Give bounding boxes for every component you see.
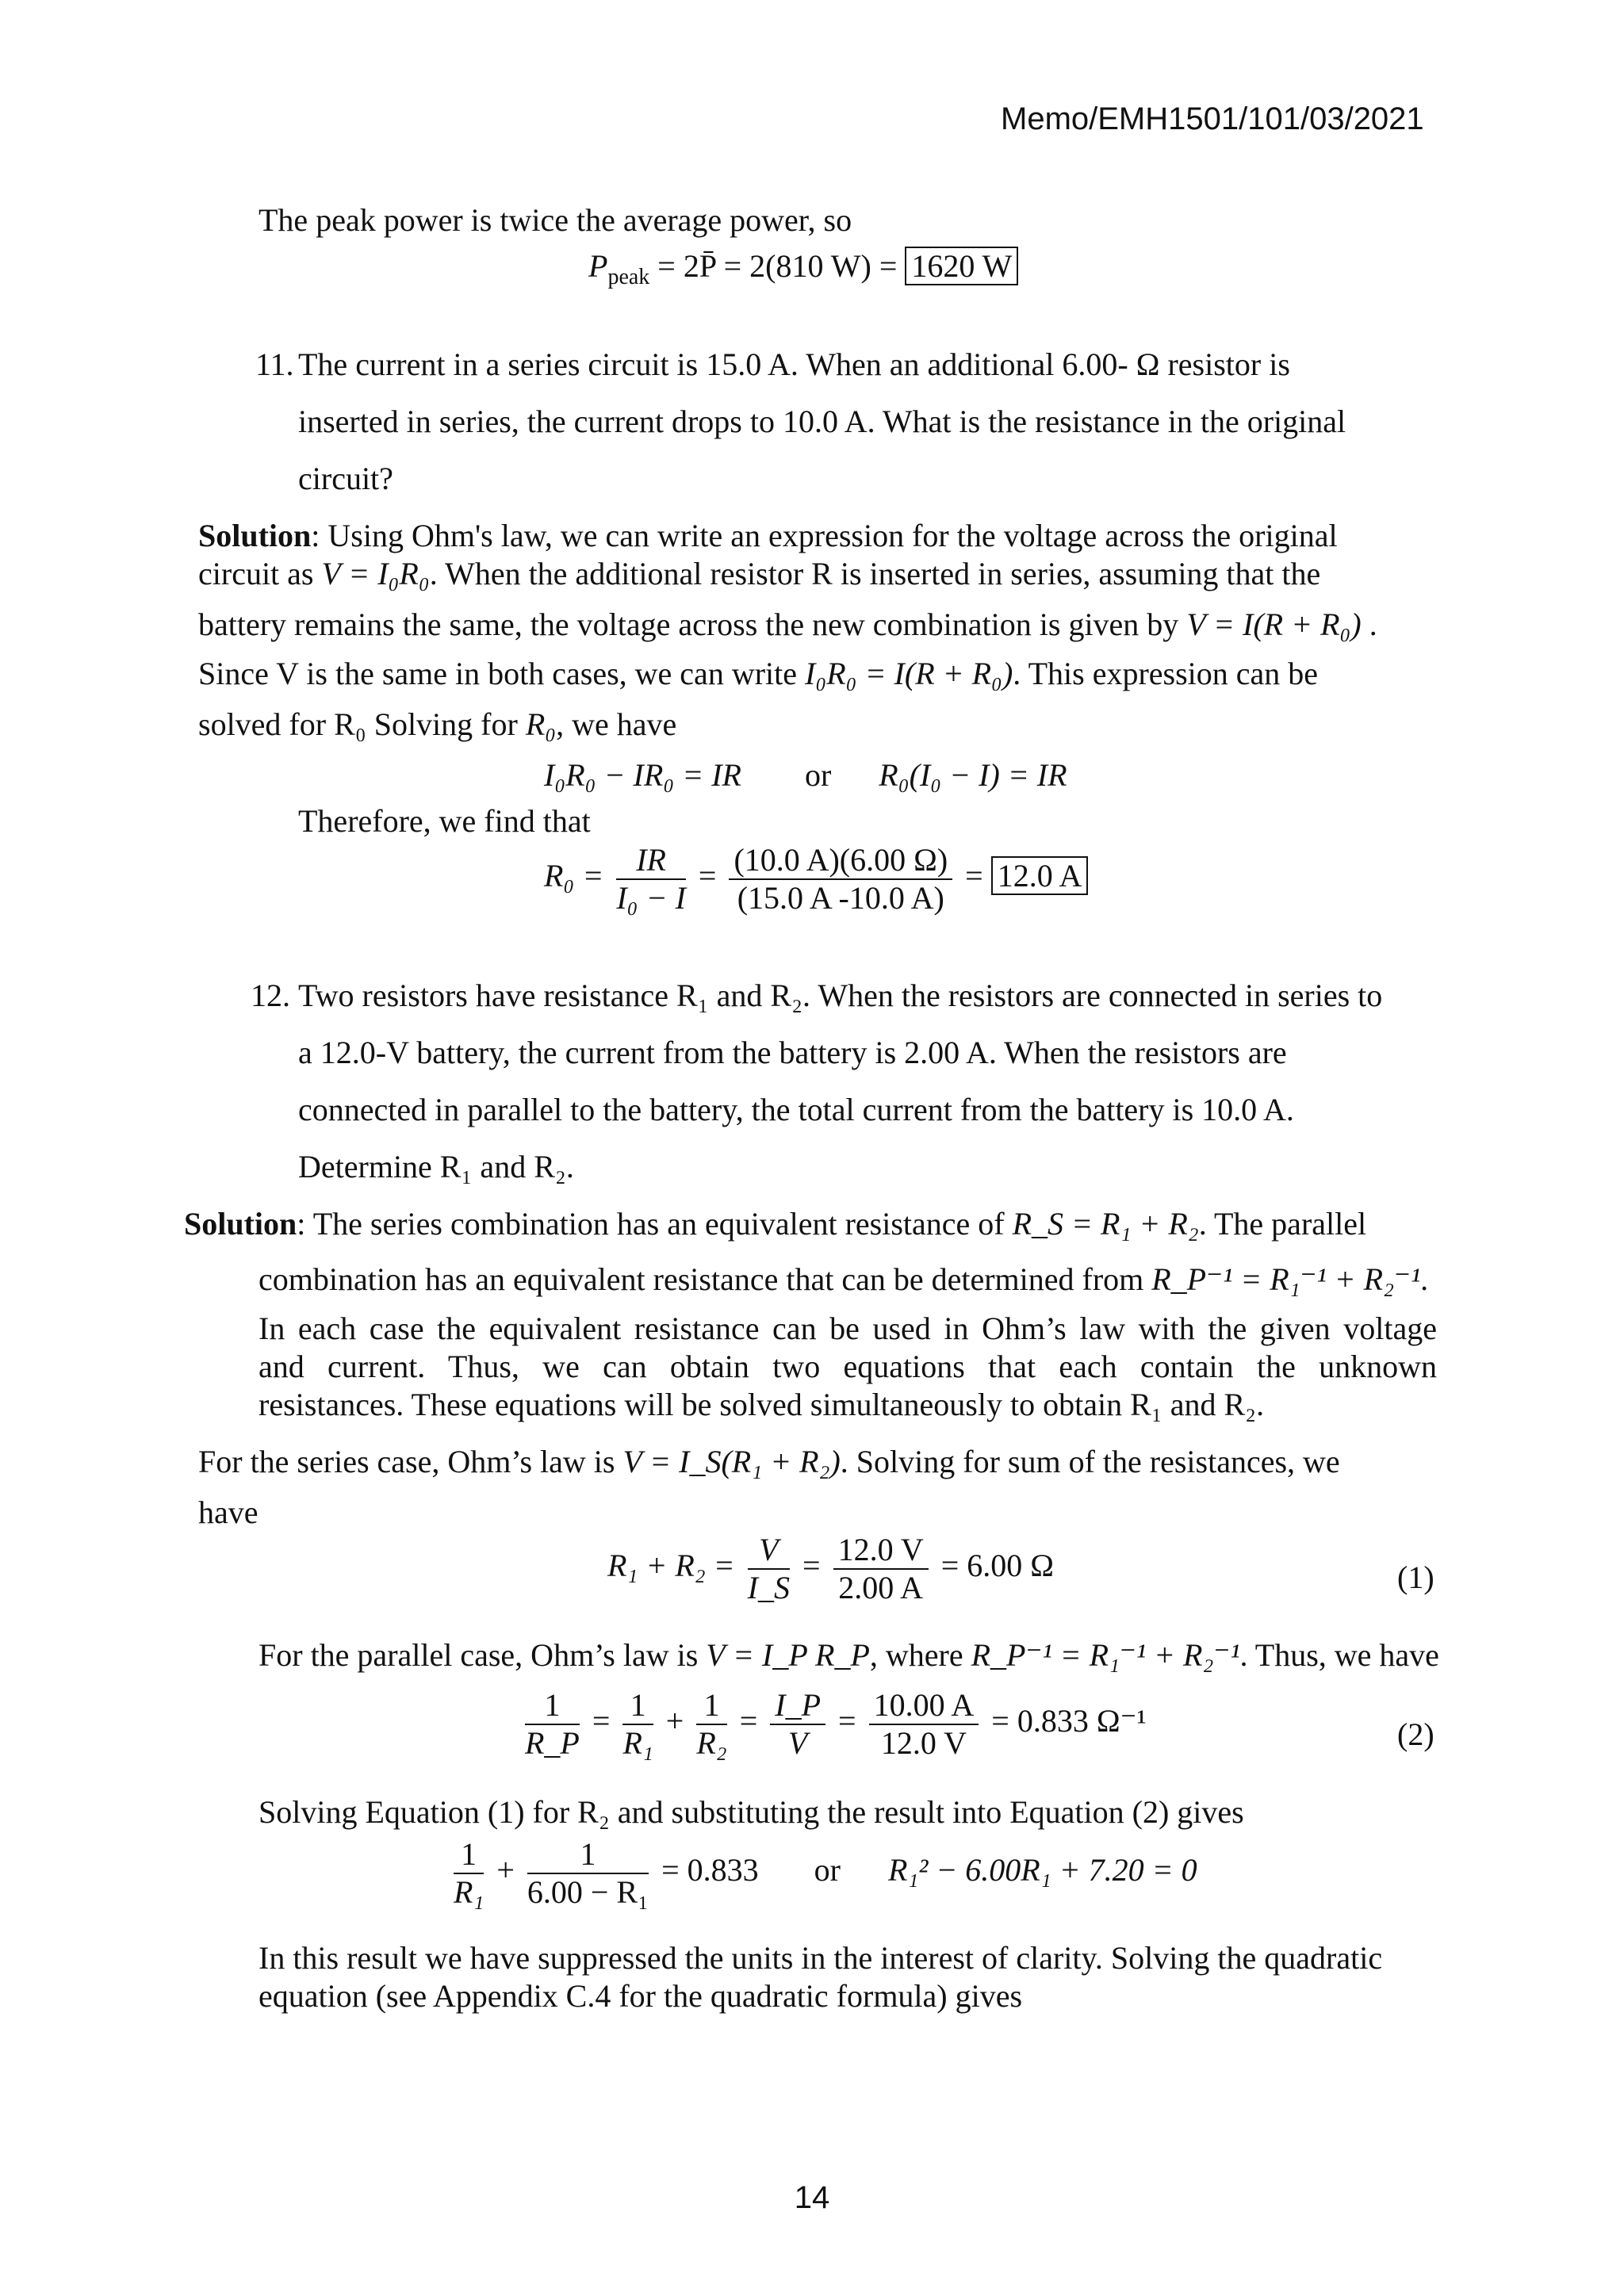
q11-eq-v-irr0: V = I(R + R₀) — [1186, 607, 1362, 642]
q12-series-line — [198, 1443, 1340, 1481]
solution-label: Solution — [198, 518, 312, 553]
memo-code: Memo/EMH1501/101/03/2021 — [1001, 101, 1424, 136]
q11-eq-i0r0: I₀R₀ = I(R + R₀) — [805, 656, 1013, 691]
q12-eq3-or: or — [814, 1852, 841, 1888]
q11-line1: The current in a series circuit is 15.0 A. When an additional 6.00- Ω resistor is — [298, 346, 1290, 382]
q11-eq1-left: I₀R₀ − IR₀ = IR — [544, 757, 741, 793]
q11-sol5a: solved for R₀ Solving for — [198, 706, 518, 742]
q12-frac-v-is — [748, 1532, 790, 1606]
q11-equation2: R₀ = $\frac{IR}{\text{I₀ − I}}$ = $\frac{(10.0 A)(6.00 \Omega)}{(15.0 A -10.0 A)}$ = 12.0 A — [544, 842, 1088, 916]
equation-tag-1: (1) — [1397, 1559, 1434, 1595]
q12-quadratic: R₁² − 6.00R₁ + 7.20 = 0 — [887, 1852, 1197, 1888]
q11-eq2-lhs: R₀ = — [544, 858, 604, 894]
q12-eq-rp-inverse: R_P⁻¹ = R₁⁻¹ + R₂⁻¹ — [971, 1637, 1240, 1673]
q12-solution-line1 — [184, 1205, 1366, 1243]
q11-eq1-or: or — [804, 757, 832, 793]
q12-eq-parallel: V = I_P R_P — [706, 1637, 870, 1673]
peak-power-equation — [588, 247, 1018, 289]
q12-final-line1: In this result we have suppressed the units in the interest of clarity. Solving the quadratic — [259, 1940, 1383, 1976]
q12-sol2a: combination has an equivalent resistance that can be determined from — [259, 1261, 1144, 1297]
q11-answer-box: 12.0 A — [991, 856, 1089, 895]
q12-equation1: R₁ + R₂ = $\frac{V}{I\_S}$ = $\frac{12.0 V}{2.00 A}$ = 6.00 Ω — [607, 1532, 1055, 1605]
frac-1-rp-num: 1 — [525, 1687, 580, 1725]
frac-10a-num: 10.00 A — [869, 1687, 979, 1725]
q12-frac-values — [833, 1532, 929, 1606]
frac-10a-12v — [869, 1687, 979, 1762]
q12-parallel-b: , where — [869, 1637, 963, 1673]
q12-parallel-line — [259, 1636, 1439, 1674]
q12-line3: connected in parallel to the battery, the total current from the battery is 10.0 A. — [298, 1092, 1294, 1127]
q12-equation2: $\frac{1}{R\_P}$ = $\frac{1}{\text{R₁}}$ + $\frac{1}{\text{R₂}}$ = $\frac{I\_P}{V}$ = $\frac{10.00 A}{12.0 V}$ = 0.833 Ω⁻¹ — [525, 1687, 1147, 1761]
q11-frac-values-den: (15.0 A -10.0 A) — [737, 880, 944, 916]
q11-sol3a: battery remains the same, the voltage across the new combination is given by — [198, 607, 1179, 642]
frac-ip-v — [770, 1687, 825, 1762]
frac-1-r1-b — [454, 1836, 484, 1911]
q11-solution-line5 — [198, 706, 676, 744]
intro-line: The peak power is twice the average power, so — [259, 202, 852, 238]
q12-solution-line3: In each case the equivalent resistance can be used in Ohm’s law with the given voltage — [259, 1311, 1437, 1346]
q12-eq-rs: R_S = R₁ + R₂ — [1012, 1206, 1199, 1242]
q12-series-have: have — [198, 1494, 259, 1530]
frac-1-r2-num: 1 — [696, 1687, 726, 1725]
frac-ip-v-num: I_P — [775, 1687, 822, 1723]
peak-subscript: peak — [607, 265, 650, 289]
q12-eq3-rhs: = 0.833 — [661, 1852, 759, 1888]
q11-solution-line4 — [198, 655, 1318, 693]
q11-frac-ir — [616, 842, 686, 916]
equation-tag-2: (2) — [1397, 1716, 1434, 1752]
q12-frac-is: I_S — [747, 1570, 790, 1605]
q11-sol2a: circuit as — [198, 556, 314, 591]
q12-series-a: For the series case, Ohm’s law is — [198, 1444, 615, 1479]
q12-frac-2a: 2.00 A — [838, 1570, 923, 1605]
frac-ip-v-den: V — [787, 1725, 808, 1761]
frac-12v-den: 12.0 V — [880, 1725, 967, 1761]
frac-1-r1-b-num: 1 — [454, 1836, 484, 1874]
q11-therefore: Therefore, we find that — [298, 803, 591, 839]
q11-sol2b: . When the additional resistor R is inserted in series, assuming that the — [429, 556, 1321, 591]
q12-sol1a: : The series combination has an equivalent resistance of — [297, 1206, 1005, 1242]
q12-number: 12. — [251, 978, 290, 1013]
frac-1-rp-den: R_P — [525, 1725, 580, 1761]
q12-eq-series: V = I_S(R₁ + R₂) — [622, 1444, 841, 1479]
q12-frac-12v: 12.0 V — [833, 1532, 929, 1570]
q11-frac-values — [729, 842, 952, 916]
frac-1-r1-den: R₁ — [622, 1725, 653, 1761]
peak-answer-box: 1620 W — [905, 247, 1018, 285]
q11-solution-line2 — [198, 555, 1320, 593]
q11-sol4b: . This expression can be — [1013, 656, 1319, 691]
frac-1-6-r1-num: 1 — [527, 1836, 649, 1874]
q12-eq1-lhs: R₁ + R₂ = — [607, 1548, 735, 1584]
q12-eq-rp: R_P⁻¹ = R₁⁻¹ + R₂⁻¹ — [1151, 1261, 1421, 1297]
frac-1-r1-num: 1 — [622, 1687, 653, 1725]
q12-solution-line4: and current. Thus, we can obtain two equations that each contain the unknown — [259, 1349, 1437, 1384]
q12-series-b: . Solving for sum of the resistances, we — [840, 1444, 1340, 1479]
peak-expression: = 2P̄ = 2(810 W) = — [657, 248, 898, 284]
q12-parallel-a: For the parallel case, Ohm’s law is — [259, 1637, 699, 1673]
q11-frac-ir-den: I₀ − I — [616, 880, 686, 916]
q11-sol5b: , we have — [556, 706, 677, 742]
q11-eq-r0: R₀ — [525, 706, 557, 742]
frac-1-6-r1 — [527, 1836, 649, 1911]
frac-1-rp — [525, 1687, 580, 1762]
q11-equation1 — [544, 756, 1067, 794]
q11-solution-line3: battery remains the same, the voltage across the new combination is given by V = I(R + R₀) . — [198, 607, 1377, 642]
q12-line2: a 12.0-V battery, the current from the battery is 2.00 A. When the resistors are — [298, 1035, 1287, 1070]
q11-frac-ir-num: IR — [636, 842, 666, 878]
frac-1-r2-den: R₂ — [696, 1725, 727, 1761]
q11-line2: inserted in series, the current drops to 10.0 A. What is the resistance in the original — [298, 404, 1346, 439]
q11-sol4a: Since V is the same in both cases, we can write — [198, 656, 797, 691]
q12-parallel-c: . Thus, we have — [1239, 1637, 1439, 1673]
q11-sol1-text: : Using Ohm's law, we can write an expression for the voltage across the original — [311, 518, 1338, 553]
q11-frac-values-num: (10.0 A)(6.00 Ω) — [729, 842, 952, 880]
frac-1-6-r1-den: 6.00 − R₁ — [527, 1874, 649, 1910]
peak-symbol: P — [588, 248, 608, 284]
q11-number: 11. — [255, 346, 294, 382]
q12-eq2-rhs: = 0.833 Ω⁻¹ — [991, 1703, 1147, 1739]
q12-solution-line5: resistances. These equations will be solved simultaneously to obtain R₁ and R₂. — [259, 1387, 1265, 1422]
q12-solution-line2: combination has an equivalent resistance that can be determined from R_P⁻¹ = R₁⁻¹ + R₂⁻¹. — [259, 1261, 1429, 1297]
q12-final-line2: equation (see Appendix C.4 for the quadratic formula) gives — [259, 1978, 1023, 2014]
frac-1-r2 — [696, 1687, 726, 1762]
frac-1-r1-b-den: R₁ — [454, 1874, 485, 1910]
q11-solution-line1 — [198, 517, 1338, 555]
q12-solution-label: Solution — [184, 1206, 297, 1242]
page-number: 14 — [794, 2180, 830, 2215]
q12-frac-v: V — [759, 1532, 779, 1567]
q12-line1: Two resistors have resistance R₁ and R₂. When the resistors are connected in series to — [298, 978, 1383, 1013]
q12-equation3: $\frac{1}{\text{R₁}}$ + $\frac{1}{\text{6.00 − R₁}}$ = 0.833 or R₁² − 6.00R₁ + 7.20 = 0 — [454, 1836, 1197, 1910]
q12-solving-line: Solving Equation (1) for R₂ and substituting the result into Equation (2) gives — [259, 1794, 1244, 1830]
q12-line4: Determine R₁ and R₂. — [298, 1149, 574, 1184]
q11-eq1-right: R₀(I₀ − I) = IR — [879, 757, 1067, 793]
q12-eq1-rhs: = 6.00 Ω — [940, 1548, 1055, 1584]
q12-sol1b: . The parallel — [1198, 1206, 1367, 1242]
q11-line3: circuit? — [298, 461, 393, 496]
frac-1-r1 — [622, 1687, 653, 1762]
q11-eq-v-i0r0: V = I₀R₀ — [321, 556, 430, 591]
